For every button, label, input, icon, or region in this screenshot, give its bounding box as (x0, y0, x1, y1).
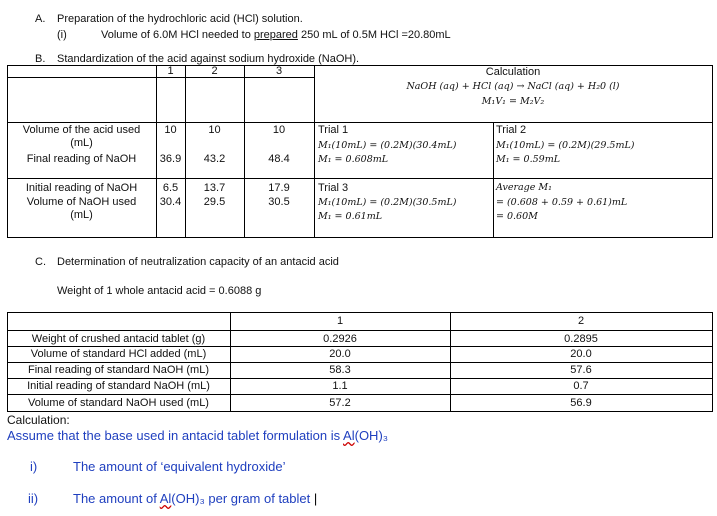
question-1-text: The amount of ‘equivalent hydroxide’ (73, 459, 286, 474)
antacid-weight: Weight of 1 whole antacid acid = 0.6088 g (57, 285, 262, 297)
cell: 10 (272, 124, 286, 136)
cell: 29.5 (203, 196, 226, 208)
calc-header: Calculation (485, 66, 541, 78)
cell: 20.0 (570, 348, 592, 360)
assumption-pre: Assume that the base used in antacid tablet formulation is (7, 428, 344, 443)
cell: 0.7 (573, 380, 589, 392)
col-header-3: 3 (275, 65, 283, 77)
cell: 56.9 (570, 397, 592, 409)
dilution-formula: M₁V₁ = M₂V₂ (481, 96, 545, 107)
section-b-label: B. (35, 53, 46, 65)
trial3-equation: M₁(10mL) = (0.2M)(30.5mL) (318, 197, 457, 208)
cell: 17.9 (268, 182, 290, 194)
c-col-header-1: 1 (336, 315, 344, 327)
trial2-result: M₁ = 0.59mL (496, 154, 561, 165)
cell: 0.2926 (323, 333, 357, 345)
cell: 0.2895 (564, 333, 598, 345)
section-a-label: A. (35, 13, 46, 25)
row-label-volume-naoh-unit: (mL) (70, 209, 93, 221)
question-2-pre: The amount of (73, 491, 160, 506)
cell: 30.5 (268, 196, 290, 208)
cell: 20.0 (329, 348, 351, 360)
row-label-volume-naoh: Volume of NaOH used (26, 196, 137, 208)
cell: 57.6 (570, 364, 592, 376)
section-b-title: Standardization of the acid against sodium hydroxide (NaOH). (57, 53, 360, 65)
cell: 13.7 (203, 182, 226, 194)
section-c-title: Determination of neutralization capacity of an antacid acid (57, 256, 339, 268)
row-label-volume-acid-unit: (mL) (70, 137, 93, 149)
col-header-2: 2 (211, 65, 218, 77)
row-label-final-reading: Final reading of NaOH (26, 153, 137, 165)
c-row-label: Initial reading of standard NaOH (mL) (27, 380, 210, 392)
cell: 30.4 (159, 196, 182, 208)
assumption-post: (OH)₃ (354, 428, 389, 443)
cell: 48.4 (268, 153, 290, 165)
average-equation: = (0.608 + 0.59 + 0.61)mL (496, 197, 628, 208)
section-a-item-marker: (i) (57, 29, 67, 41)
section-c-label: C. (35, 256, 46, 268)
trial1-result: M₁ = 0.608mL (318, 154, 389, 165)
trial1-equation: M₁(10mL) = (0.2M)(30.4mL) (318, 140, 457, 151)
cell: 58.3 (329, 364, 351, 376)
section-a-item-pre: Volume of 6.0M HCl needed to (101, 29, 254, 41)
section-a-item (101, 29, 451, 41)
question-2-post: (OH)₃ per gram of tablet (171, 491, 311, 506)
trial3-result: M₁ = 0.61mL (318, 211, 383, 222)
cell: 43.2 (203, 153, 226, 165)
c-row-label: Volume of standard NaOH used (mL) (28, 397, 209, 409)
text-cursor: | (313, 491, 318, 506)
c-row-label: Volume of standard HCl added (mL) (30, 348, 207, 360)
row-label-initial-reading: Initial reading of NaOH (25, 182, 138, 194)
assumption-line (7, 428, 388, 443)
question-2-text[interactable] (73, 491, 317, 506)
c-row-label: Weight of crushed antacid tablet (g) (31, 333, 206, 345)
cell: 36.9 (159, 153, 182, 165)
reaction-equation: NaOH (aq) + HCl (aq) → NaCl (aq) + H₂0 (l) (406, 81, 620, 92)
cell: 57.2 (329, 397, 351, 409)
assumption-al: Al (343, 428, 355, 443)
cell: 10 (164, 124, 177, 136)
average-result: = 0.60M (496, 211, 538, 222)
row-label-volume-acid: Volume of the acid used (22, 124, 141, 136)
col-header-1: 1 (167, 65, 174, 77)
c-row-label: Final reading of standard NaOH (mL) (28, 364, 209, 376)
section-a-item-post: 250 mL of 0.5M HCl =20.80mL (297, 29, 451, 41)
cell: 10 (208, 124, 221, 136)
calculation-label: Calculation: (7, 413, 70, 427)
cell: 6.5 (162, 182, 179, 194)
trial2-equation: M₁(10mL) = (0.2M)(29.5mL) (496, 140, 635, 151)
average-title: Average M₁ (496, 182, 552, 193)
trial2-title: Trial 2 (496, 124, 527, 136)
section-a-title: Preparation of the hydrochloric acid (HCl) solution. (57, 13, 303, 25)
trial1-title: Trial 1 (318, 124, 349, 136)
question-2-marker: ii) (28, 491, 39, 506)
question-2-al: Al (159, 491, 172, 506)
question-1-marker: i) (30, 459, 38, 474)
trial3-title: Trial 3 (318, 182, 349, 194)
section-a-item-underlined: prepared (253, 29, 298, 41)
c-col-header-2: 2 (577, 315, 585, 327)
cell: 1.1 (332, 380, 348, 392)
